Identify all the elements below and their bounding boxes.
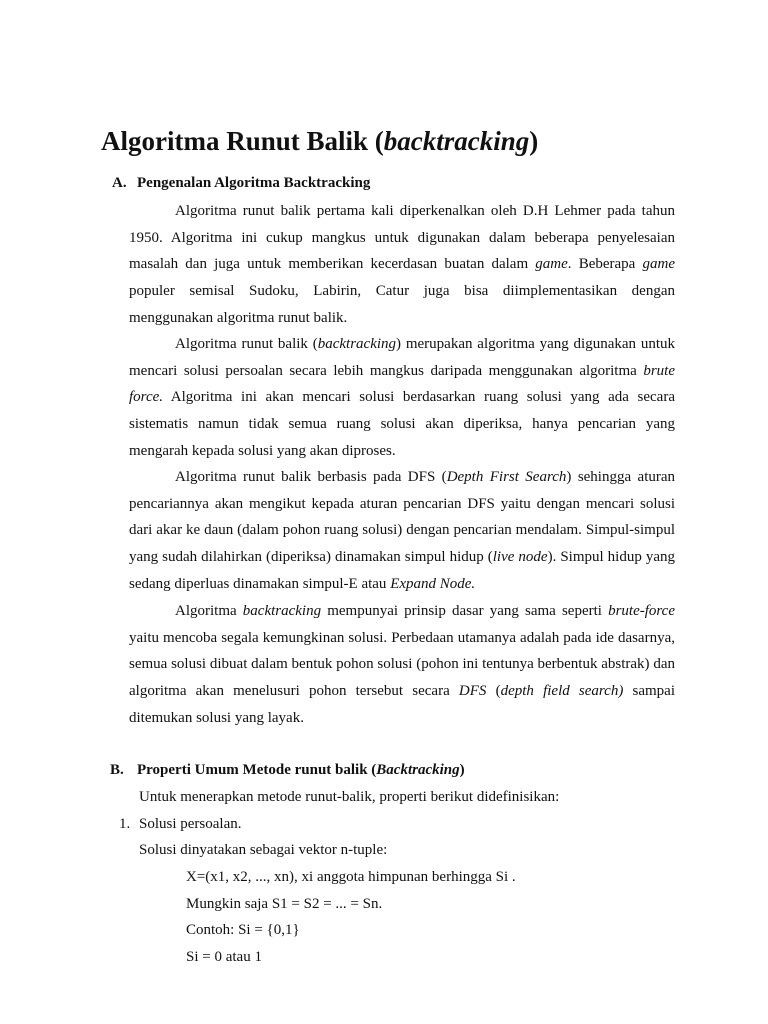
paragraph-1 <box>129 198 675 332</box>
p4-text-5: sampai ditemukan solusi yang layak. <box>129 683 675 726</box>
p1-text-1: Algoritma runut balik pertama kali diperkenalkan oleh D.H Lehmer pada tahun 1950. Algoritma ini cukup mangkus untuk digunakan dalam beberapa penyelesaian masalah dan juga untuk memberikan kecerdasan buatan dalam <box>129 203 675 273</box>
p2-text-1: Algoritma runut balik ( <box>175 336 318 352</box>
section-b-number: B. <box>110 762 124 778</box>
title-close: ) <box>529 126 539 156</box>
section-b-title-close: ) <box>459 762 465 778</box>
list-item-1-description: Solusi dinyatakan sebagai vektor n-tuple: <box>139 842 388 858</box>
p3-em-1: Depth First Search <box>446 469 567 485</box>
title-text: Algoritma Runut Balik ( <box>101 126 384 156</box>
paragraph-3 <box>129 464 675 598</box>
p4-em-3: DFS <box>458 683 487 700</box>
p2-em-2: brute force. <box>129 362 675 406</box>
section-a-heading <box>112 175 370 192</box>
formula-line: Si = 0 atau 1 <box>186 949 262 965</box>
section-b-heading <box>110 762 465 779</box>
p3-text-2: ) sehingga aturan pencariannya akan mengikut kepada aturan pencarian DFS yaitu dengan mencari solusi dari akar ke daun (dalam pohon ruang solusi) dengan pencarian mendalam. Simpul-simpul yang sudah dilahirkan (diperiksa) dinamakan simpul hidup ( <box>129 469 676 566</box>
p3-text-3: ). Simpul hidup yang sedang diperluas dinamakan simpul-E atau <box>129 549 675 592</box>
formula-line: Mungkin saja S1 = S2 = ... = Sn. <box>186 896 383 912</box>
p1-text-2: . Beberapa <box>567 256 643 273</box>
p4-em-1: backtracking <box>242 603 322 619</box>
p4-em-2: brute-force <box>608 603 675 619</box>
section-b-title: Properti Umum Metode runut balik ( <box>137 762 377 778</box>
p1-em-1: game <box>535 256 568 273</box>
p4-text-1: Algoritma <box>175 603 243 619</box>
p1-text-3: populer semisal Sudoku, Labirin, Catur juga bisa diimplementasikan dengan menggunakan algoritma runut balik. <box>129 283 675 326</box>
paragraph-4 <box>129 598 675 732</box>
formula-line: Contoh: Si = {0,1} <box>186 922 300 938</box>
p4-text-4: ( <box>486 683 501 700</box>
p2-text-2: ) merupakan algoritma yang digunakan untuk mencari solusi persoalan secara lebih mangkus daripada menggunakan algoritma <box>129 336 675 379</box>
list-item-1-label: Solusi persoalan. <box>139 816 242 832</box>
list-item-1 <box>119 816 242 833</box>
page-title <box>101 126 538 157</box>
section-a-number: A. <box>112 175 127 191</box>
p4-em-4: depth field search) <box>500 683 624 700</box>
section-b-intro: Untuk menerapkan metode runut-balik, properti berikut didefinisikan: <box>139 789 560 805</box>
paragraph-2 <box>129 331 675 465</box>
p3-em-3: Expand Node. <box>390 575 476 592</box>
formula-line: X=(x1, x2, ..., xn), xi anggota himpunan berhingga Si . <box>186 869 516 885</box>
list-item-1-number: 1. <box>119 816 131 832</box>
section-a-title: Pengenalan Algoritma Backtracking <box>137 175 371 191</box>
p3-text-1: Algoritma runut balik berbasis pada DFS ( <box>175 469 447 485</box>
p3-em-2: live node <box>492 549 548 566</box>
p4-text-2: mempunyai prinsip dasar yang sama seperti <box>321 603 609 619</box>
p4-text-3: yaitu mencoba segala kemungkinan solusi. Perbedaan utamanya adalah pada ide dasarnya, semua solusi dibuat dalam bentuk pohon solusi (pohon ini tentunya berbentuk abstrak) dan algoritma akan menelusuri pohon tersebut secara <box>129 629 675 700</box>
p2-em-1: backtracking <box>317 336 397 352</box>
p1-em-2: game <box>642 256 675 273</box>
title-emphasis: backtracking <box>383 126 530 156</box>
section-b-title-emphasis: Backtracking <box>376 762 460 778</box>
p2-text-3: Algoritma ini akan mencari solusi berdasarkan ruang solusi yang ada secara sistematis namun tidak semua ruang solusi akan diperiksa, hanya pencarian yang mengarah kepada solusi yang akan diproses. <box>129 389 675 459</box>
